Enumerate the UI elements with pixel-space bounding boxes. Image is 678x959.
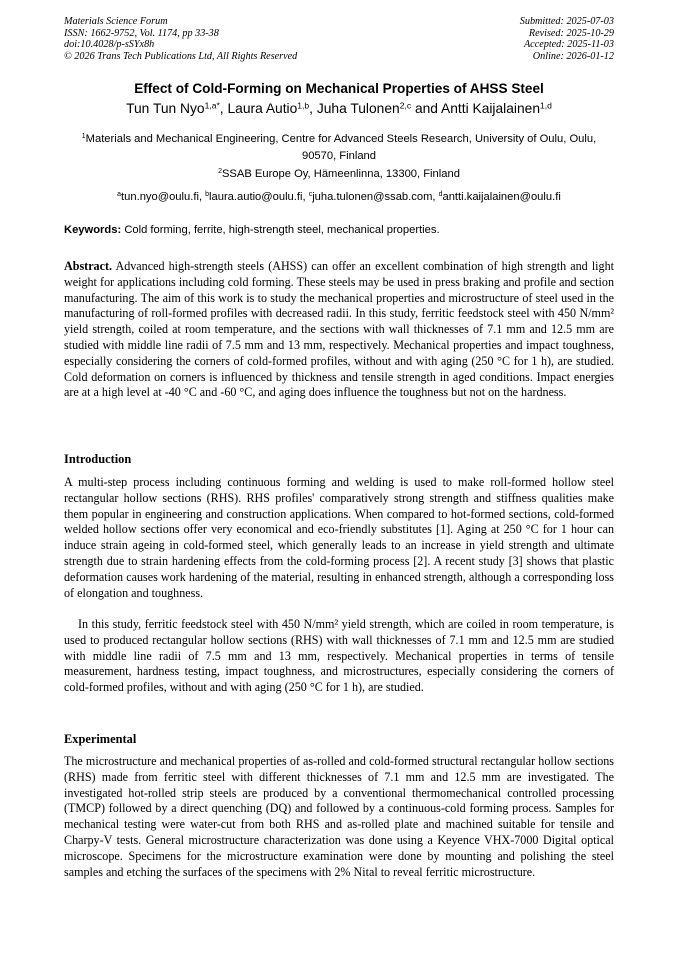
affiliation-mark: 1: [81, 133, 86, 141]
author-affiliation-mark: 1,b: [297, 100, 310, 111]
journal-name: Materials Science Forum: [64, 16, 168, 27]
introduction-paragraph-2: In this study, ferritic feedstock steel with 450 N/mm² yield strength, which are coiled in room temperature, is used to produced rectangular hollow sections (RHS) with wall thicknesses of 7.1 mm and 12.5 mm are studied with middle line radii of 7.5 mm and 13 mm, respectively. Mechanical properties in terms of tensile measurement, hardness testing, impact toughness, and microstructures, especially considering the corners of cold-formed profiles, without and with aging (250 °C for 1 h), are studied.: [64, 617, 614, 695]
abstract-text: Advanced high-strength steels (AHSS) can offer an excellent combination of high strength and light weight for applications including cold forming. These steels may be used in press braking and profile and section manufacturing. The aim of this work is to study the mechanical properties and microstructure of steel used in the manufacturing of roll-formed profiles with decreased radii. In this study, ferritic feedstock steel with 450 N/mm² yield strength, coiled at room temperature, and the sections with wall thicknesses of 7.1 mm and 12.5 mm are studied with middle line radii of 7.5 mm and 13 mm, respectively. Mechanical properties and impact toughness, especially considering the corners of cold-formed profiles, without and with aging (250 °C for 1 h), are studied. Cold deformation on corners is influenced by thickness and tensile strength in aged conditions. Impact energies are at a high level at -40 °C and -60 °C, and aging does influence the toughness but not on the hardness.: [64, 259, 614, 400]
email-mark: a: [117, 191, 122, 199]
revised-date: Revised: 2025-10-29: [528, 27, 614, 39]
journal-header-left: [64, 16, 297, 62]
keywords-text: Cold forming, ferrite, high-strength steel, mechanical properties.: [124, 224, 440, 236]
journal-header-right: [520, 16, 614, 62]
affiliation-mark: 2: [218, 168, 222, 176]
copyright-line: © 2026 Trans Tech Publications Ltd, All Rights Reserved: [64, 50, 298, 62]
author-affiliation-mark: 1,d: [540, 100, 552, 111]
email-mark: b: [205, 191, 210, 199]
author-name: Antti Kaijalainen: [441, 101, 540, 116]
author-name: Laura Autio: [227, 101, 298, 116]
author-separator: ,: [309, 101, 317, 116]
email-mark: d: [438, 191, 443, 199]
email-link[interactable]: antti.kaijalainen@oulu.fi: [442, 191, 561, 203]
affiliation-1: [64, 131, 614, 164]
keywords: [64, 224, 614, 236]
author-name: Tun Tun Nyo: [126, 101, 205, 116]
author-separator: and: [411, 101, 442, 116]
author-affiliation-mark: 1,a*: [204, 100, 220, 111]
doi-line[interactable]: doi:10.4028/p-sSYx8h: [64, 39, 155, 51]
email-link[interactable]: laura.autio@oulu.fi: [209, 191, 303, 203]
introduction-heading: Introduction: [64, 452, 132, 466]
paper-title: Effect of Cold-Forming on Mechanical Properties of AHSS Steel: [134, 81, 544, 96]
keywords-label: Keywords:: [64, 224, 122, 236]
author-affiliation-mark: 2,c: [399, 100, 412, 111]
author-list: [0, 101, 678, 116]
affiliation-text: Materials and Mechanical Engineering, Centre for Advanced Steels Research, University of Oulu, Oulu, 90570, Finland: [85, 133, 597, 162]
accepted-date: Accepted: 2025-11-03: [523, 39, 614, 51]
submitted-date: Submitted: 2025-07-03: [519, 16, 614, 27]
email-link[interactable]: tun.nyo@oulu.fi: [121, 191, 199, 203]
affiliation-2: [64, 166, 614, 183]
abstract-label: Abstract.: [64, 259, 113, 273]
experimental-paragraph-1: The microstructure and mechanical properties of as-rolled and cold-formed structural rectangular hollow sections (RHS) made from ferritic steel with different thicknesses of 7.1 mm and 12.5 mm are investigated. The investigated hot-rolled strip steels are produced by a conventional thermomechanical controlled processing (TMCP) followed by a direct quenching (DQ) and followed by a continuous-cold forming process. Samples for mechanical testing were water-cut from both RHS and as-rolled plate and machined suitable for tensile and Charpy-V tests. General microstructure characterization was done using a Keyence VHX-7000 Digital optical microscope. Specimens for the microstructure examination were done by mounting and polishing the steel samples and etching the surfaces of the specimens with 2% Nital to reveal ferritic microstructure.: [64, 754, 614, 879]
affiliation-text: SSAB Europe Oy, Hämeenlinna, 13300, Finland: [221, 168, 460, 180]
email-mark: c: [308, 191, 313, 199]
author-separator: ,: [219, 101, 228, 116]
experimental-heading: Experimental: [64, 732, 137, 746]
online-date: Online: 2026-01-12: [532, 50, 614, 62]
introduction-paragraph-1: A multi-step process including continuous forming and welding is used to make roll-formed hollow steel rectangular hollow sections (RHS). RHS profiles' comparatively strong strength and stiffness qualities make them popular in engineering and construction applications. When compared to hot-formed sections, cold-formed welded hollow sections offer very economical and eco-friendly substitutes [1]. Aging at 250 °C for 1 hour can induce strain ageing in cold-formed steel, which generally leads to an increase in yield strength and ultimate strength due to strain hardening effects from the cold-forming process [2]. A recent study [3] shows that plastic deformation causes work hardening of the material, resulting in enhanced strength, although a corresponding loss of elongation and toughness.: [64, 475, 614, 600]
author-name: Juha Tulonen: [316, 101, 400, 116]
email-link[interactable]: juha.tulonen@ssab.com: [312, 191, 433, 203]
abstract: [64, 259, 614, 401]
email-list: $^a$tun.nyo@oulu.fi, $^b$laura.autio@oulu.fi, $^c$juha.tulonen@ssab.com, $^d$antti.kaijalainen@oulu.fi: [117, 191, 561, 203]
issn-line: ISSN: 1662-9752, Vol. 1174, pp 33-38: [64, 27, 219, 39]
